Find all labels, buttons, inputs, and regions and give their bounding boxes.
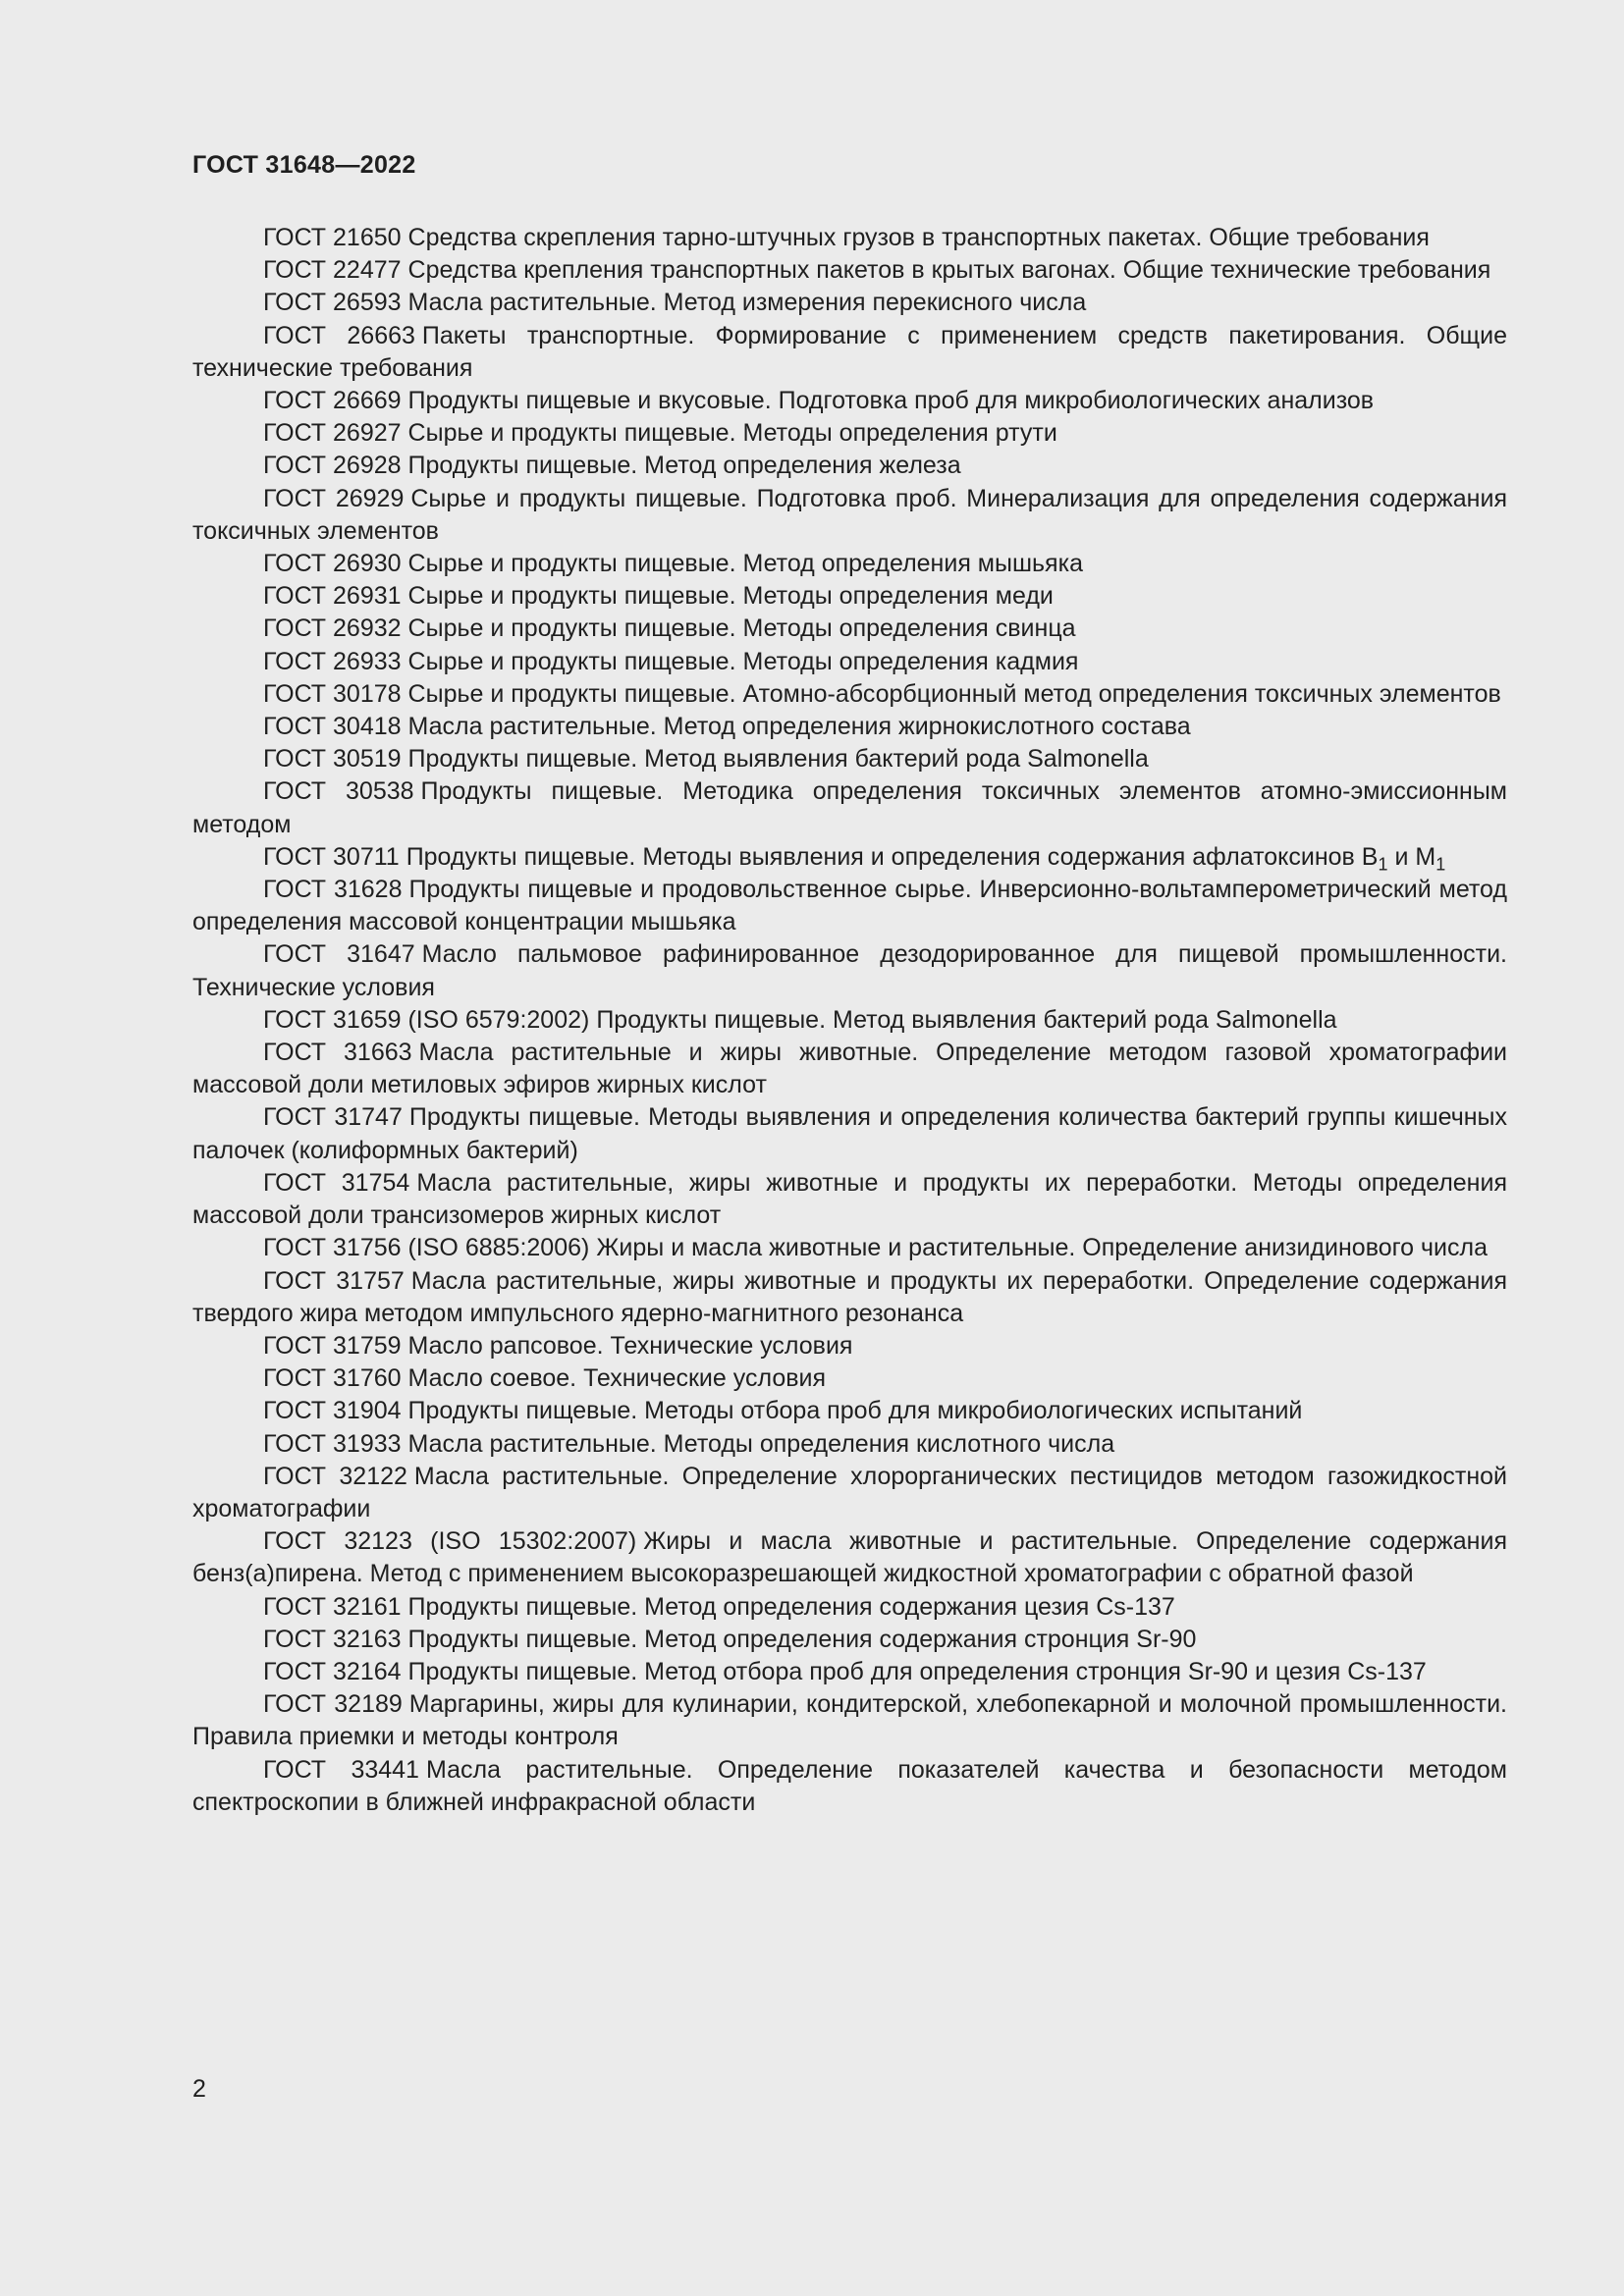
- standard-code: ГОСТ 32189: [263, 1690, 403, 1719]
- reference-entry: [192, 938, 1507, 1003]
- standard-title: Пакеты транспортные. Формирование с применением средств пакетирования. Общие технические требования: [192, 321, 1507, 382]
- reference-entry: [192, 1004, 1507, 1037]
- reference-entry: [192, 1624, 1507, 1656]
- reference-entry: [192, 1037, 1507, 1101]
- aflatoxin-b: B: [1361, 842, 1379, 871]
- standard-code: ГОСТ 26927: [263, 419, 402, 448]
- reference-entry: [192, 1362, 1507, 1395]
- standard-title: Сырье и продукты пищевые. Методы определения свинца: [407, 614, 1076, 643]
- standard-title: Сырье и продукты пищевые. Методы определения кадмия: [407, 647, 1079, 675]
- reference-entry: [192, 320, 1507, 385]
- standard-code: ГОСТ 31933: [263, 1429, 402, 1458]
- standard-title: Продукты пищевые. Методы отбора проб для микробиологических испытаний: [407, 1397, 1303, 1425]
- standard-code: ГОСТ 30538: [263, 777, 414, 806]
- standard-code: ГОСТ 33441: [263, 1755, 419, 1784]
- reference-entry: [192, 1330, 1507, 1362]
- standard-title: Средства крепления транспортных пакетов в крытых вагонах. Общие технические требования: [407, 256, 1491, 285]
- standard-code: ГОСТ 26930: [263, 550, 402, 578]
- standard-title: Масла растительные. Метод определения жирнокислотного состава: [407, 713, 1191, 741]
- standard-title: Масла растительные и жиры животные. Определение методом газовой хроматографии массовой доли метиловых эфиров жирных кислот: [192, 1039, 1508, 1099]
- reference-entry: [192, 1167, 1507, 1232]
- aflatoxin-m-subscript: 1: [1435, 854, 1446, 875]
- standard-title: Масло соевое. Технические условия: [407, 1364, 827, 1393]
- standard-title: Продукты пищевые и вкусовые. Подготовка проб для микробиологических анализов: [407, 387, 1375, 415]
- page-number: 2: [192, 2075, 206, 2103]
- standard-code: ГОСТ 30418: [263, 713, 402, 741]
- standard-title: Сырье и продукты пищевые. Методы определения меди: [407, 582, 1054, 611]
- reference-entry: [192, 874, 1507, 938]
- reference-entry: [192, 1101, 1507, 1166]
- standard-title: Продукты пищевые. Метод определения содержания стронция Sr-90: [407, 1625, 1197, 1653]
- standard-title: Продукты пищевые. Методика определения токсичных элементов атомно-эмиссионным методом: [192, 777, 1507, 838]
- reference-entry: [192, 1525, 1507, 1590]
- standard-code: ГОСТ 32122: [263, 1462, 407, 1490]
- conjunction: и: [1394, 842, 1409, 871]
- standard-code: ГОСТ 26931: [263, 582, 402, 611]
- reference-entry: [192, 1395, 1507, 1427]
- reference-entry: [192, 1265, 1507, 1330]
- standard-title: Продукты пищевые. Метод определения железа: [407, 452, 961, 480]
- reference-entry: [192, 613, 1507, 645]
- standard-code: ГОСТ 31760: [263, 1364, 402, 1393]
- standard-title: Жиры и масла животные и растительные. Определение содержания бенз(а)пирена. Метод с применением высокоразрешающей жидкостной хроматографии с обратной фазой: [192, 1527, 1507, 1588]
- standard-code: ГОСТ 31757: [263, 1266, 405, 1295]
- standard-code: ГОСТ 26932: [263, 614, 402, 643]
- reference-entry: [192, 483, 1507, 548]
- standard-code: ГОСТ 30711: [263, 842, 400, 871]
- standard-title: Продукты пищевые. Методы выявления и определения количества бактерий группы кишечных палочек (колиформных бактерий): [192, 1103, 1507, 1164]
- reference-entry: [192, 417, 1507, 450]
- standard-code: ГОСТ 30178: [263, 679, 402, 708]
- standard-code: ГОСТ 31756 (ISO 6885:2006): [263, 1234, 590, 1262]
- standard-title: Сырье и продукты пищевые. Атомно-абсорбционный метод определения токсичных элементов: [407, 679, 1501, 708]
- normative-references-list: [192, 222, 1507, 1819]
- standard-code: ГОСТ 26663: [263, 321, 415, 349]
- reference-entry: [192, 385, 1507, 417]
- standard-title: Сырье и продукты пищевые. Методы определения ртути: [407, 419, 1057, 448]
- standard-title: Масла растительные, жиры животные и продукты их переработки. Методы определения массовой доли трансизомеров жирных кислот: [192, 1168, 1507, 1230]
- standard-title: Масла растительные. Методы определения кислотного числа: [407, 1429, 1115, 1458]
- standard-title: Сырье и продукты пищевые. Подготовка проб. Минерализация для определения содержания токсичных элементов: [192, 484, 1507, 545]
- reference-entry: [192, 711, 1507, 743]
- standard-title: Масла растительные. Метод измерения перекисного числа: [407, 289, 1087, 317]
- standard-title: Масла растительные. Определение показателей качества и безопасности методом спектроскопии в ближней инфракрасной области: [192, 1755, 1507, 1816]
- standard-title: Сырье и продукты пищевые. Метод определения мышьяка: [407, 550, 1083, 578]
- standard-title: Продукты пищевые. Метод выявления бактерий рода Salmonella: [407, 745, 1149, 774]
- reference-entry: [192, 841, 1507, 874]
- standard-code: ГОСТ 31659 (ISO 6579:2002): [263, 1005, 590, 1034]
- standard-code: ГОСТ 32161: [263, 1592, 402, 1621]
- standard-code: ГОСТ 26928: [263, 452, 402, 480]
- reference-entry: [192, 775, 1507, 840]
- standard-code: ГОСТ 31747: [263, 1103, 403, 1132]
- reference-entry: [192, 1754, 1507, 1819]
- aflatoxin-designations: [1361, 842, 1446, 875]
- standard-title: Жиры и масла животные и растительные. Определение анизидинового числа: [596, 1234, 1488, 1262]
- standard-code: ГОСТ 21650: [263, 224, 402, 251]
- standard-title: Масла растительные, жиры животные и продукты их переработки. Определение содержания твердого жира методом импульсного ядерно-магнитного резонанса: [192, 1266, 1507, 1327]
- reference-entry: [192, 450, 1507, 482]
- reference-entry: [192, 254, 1507, 287]
- standard-code: ГОСТ 31904: [263, 1397, 402, 1425]
- standard-code: ГОСТ 31754: [263, 1168, 410, 1197]
- reference-entry: [192, 1461, 1507, 1525]
- standard-title: Продукты пищевые. Метод выявления бактерий рода Salmonella: [596, 1005, 1337, 1034]
- standard-code: ГОСТ 26593: [263, 289, 402, 317]
- aflatoxin-b-subscript: 1: [1378, 854, 1388, 875]
- reference-entry: [192, 1428, 1507, 1461]
- standard-code: ГОСТ 32164: [263, 1657, 402, 1685]
- standard-code: ГОСТ 31647: [263, 940, 415, 969]
- standard-title: Средства скрепления тарно-штучных грузов в транспортных пакетах. Общие требования: [407, 224, 1430, 251]
- reference-entry: [192, 743, 1507, 775]
- reference-entry: [192, 1232, 1507, 1264]
- reference-entry: [192, 548, 1507, 580]
- standard-code: ГОСТ 31628: [263, 876, 403, 904]
- standard-title: Масло рапсовое. Технические условия: [407, 1331, 853, 1360]
- aflatoxin-m: M: [1415, 842, 1436, 871]
- page-header-title: ГОСТ 31648—2022: [192, 151, 416, 179]
- standard-code: ГОСТ 31663: [263, 1039, 412, 1067]
- standard-code: ГОСТ 31759: [263, 1331, 402, 1360]
- reference-entry: [192, 1688, 1507, 1753]
- standard-title: Продукты пищевые. Методы выявления и определения содержания афлатоксинов: [406, 842, 1355, 871]
- standard-code: ГОСТ 22477: [263, 256, 402, 285]
- standard-code: ГОСТ 30519: [263, 745, 402, 774]
- standard-title: Масло пальмовое рафинированное дезодорированное для пищевой промышленности. Технические условия: [192, 940, 1508, 1001]
- reference-entry: [192, 1656, 1507, 1688]
- standard-code: ГОСТ 26929: [263, 484, 405, 512]
- reference-entry: [192, 580, 1507, 613]
- standard-title: Продукты пищевые. Метод определения содержания цезия Cs-137: [407, 1592, 1175, 1621]
- standard-code: ГОСТ 26933: [263, 647, 402, 675]
- reference-entry: [192, 287, 1507, 319]
- standard-title: Масла растительные. Определение хлорорганических пестицидов методом газожидкостной хроматографии: [192, 1462, 1507, 1522]
- reference-entry: [192, 646, 1507, 678]
- standard-title: Маргарины, жиры для кулинарии, кондитерской, хлебопекарной и молочной промышленности. Правила приемки и методы контроля: [192, 1690, 1507, 1751]
- reference-entry: [192, 678, 1507, 711]
- standard-code: ГОСТ 26669: [263, 387, 402, 415]
- reference-entry: [192, 1591, 1507, 1624]
- standard-title: Продукты пищевые. Метод отбора проб для определения стронция Sr-90 и цезия Cs-137: [407, 1657, 1427, 1685]
- reference-entry: [192, 222, 1507, 254]
- standard-title: Продукты пищевые и продовольственное сырье. Инверсионно-вольтамперометрический метод определения массовой концентрации мышьяка: [192, 876, 1507, 936]
- standard-code: ГОСТ 32163: [263, 1625, 402, 1653]
- standard-code: ГОСТ 32123 (ISO 15302:2007): [263, 1527, 637, 1556]
